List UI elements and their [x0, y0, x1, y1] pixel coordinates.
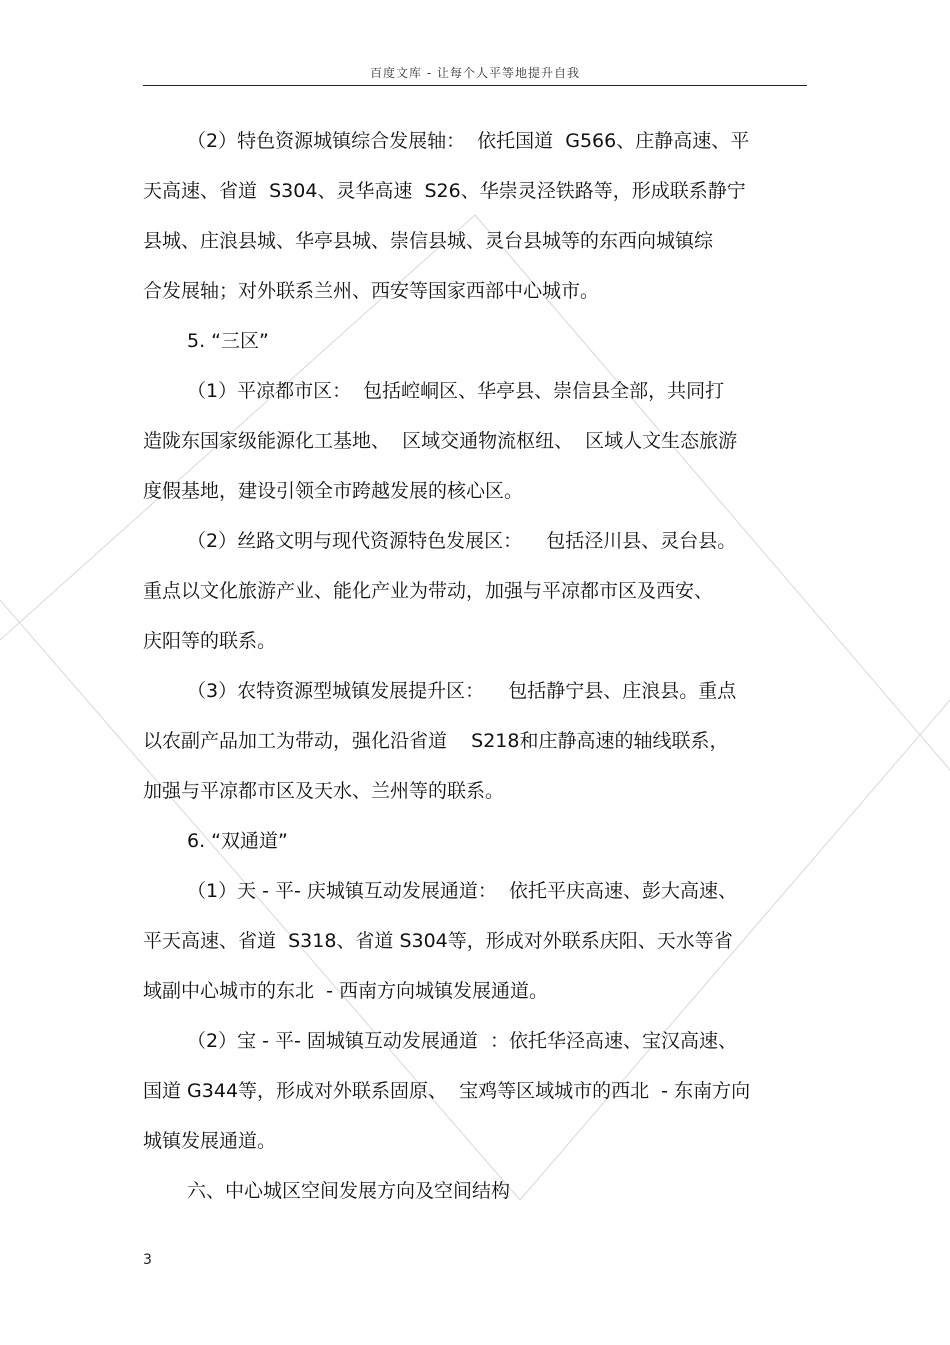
document-body — [143, 116, 811, 1216]
header-rule — [143, 85, 807, 86]
text-line: 天高速、省道 S304、灵华高速 S26、华崇灵泾铁路等，形成联系静宁 — [143, 180, 746, 202]
page-header: 百度文库 - 让每个人平等地提升自我 — [370, 66, 580, 80]
text-line: 5. “三区” — [187, 330, 269, 352]
text-line: 庆阳等的联系。 — [143, 630, 277, 652]
text-line: （1）平凉都市区： 包括崆峒区、华亭县、崇信县全部，共同打 — [187, 380, 725, 402]
text-line: 国道 G344等，形成对外联系固原、 宝鸡等区域城市的西北 - 东南方向 — [143, 1080, 751, 1102]
text-line: （2）特色资源城镇综合发展轴： 依托国道 G566、庄静高速、平 — [187, 130, 750, 152]
text-line: 造陇东国家级能源化工基地、 区域交通物流枢纽、 区域人文生态旅游 — [143, 430, 738, 452]
text-line: 域副中心城市的东北 - 西南方向城镇发展通道。 — [143, 980, 548, 1002]
text-line: 加强与平凉都市区及天水、兰州等的联系。 — [143, 780, 505, 802]
text-line: 平天高速、省道 S318、省道 S304等，形成对外联系庆阳、天水等省 — [143, 930, 733, 952]
text-line: 县城、庄浪县城、华亭县城、崇信县城、灵台县城等的东西向城镇综 — [143, 230, 714, 252]
text-line: 六、中心城区空间发展方向及空间结构 — [187, 1180, 511, 1202]
text-line: 6. “双通道” — [187, 830, 288, 852]
text-line: （2）丝路文明与现代资源特色发展区： 包括泾川县、灵台县。 — [187, 530, 737, 552]
text-line: 重点以文化旅游产业、能化产业为带动，加强与平凉都市区及西安、 — [143, 580, 714, 602]
text-line: 城镇发展通道。 — [143, 1130, 277, 1152]
text-line: （3）农特资源型城镇发展提升区： 包括静宁县、庄浪县。重点 — [187, 680, 737, 702]
text-line: （2）宝 - 平- 固城镇互动发展通道 ：依托华泾高速、宝汉高速、 — [187, 1030, 737, 1052]
text-line: （1）天 - 平- 庆城镇互动发展通道： 依托平庆高速、彭大高速、 — [187, 880, 737, 902]
text-line: 以农副产品加工为带动，强化沿省道 S218和庄静高速的轴线联系， — [143, 730, 729, 752]
page-number: 3 — [143, 1252, 152, 1268]
text-line: 度假基地，建设引领全市跨越发展的核心区。 — [143, 480, 524, 502]
text-line: 合发展轴；对外联系兰州、西安等国家西部中心城市。 — [143, 280, 600, 302]
